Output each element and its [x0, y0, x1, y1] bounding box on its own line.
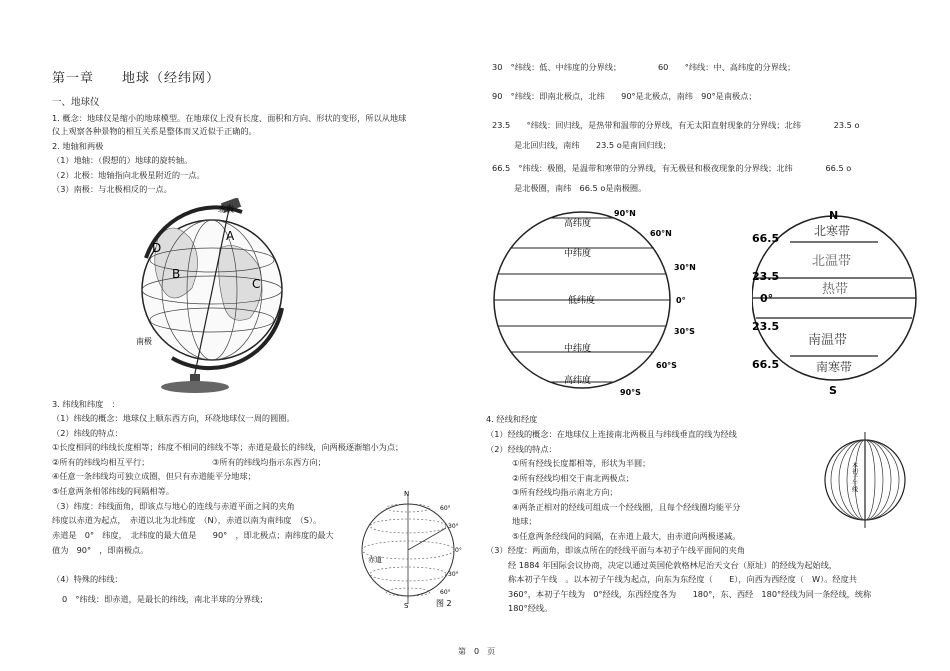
- zone-label: 高纬度: [564, 376, 592, 386]
- paragraph: 3. 纬线和纬度 ：: [52, 399, 120, 409]
- paragraph: 90 °纬线：即南北极点，北纬 90°是北极点，南纬 90°是南极点；: [492, 91, 757, 101]
- paragraph: ④两条正相对的经线可组成一个经线圈，且每个经线圈均能平分: [512, 502, 741, 512]
- zone-label: 南温带: [808, 333, 848, 348]
- lat-tick: 30°N: [674, 263, 696, 272]
- paragraph: 纬度以赤道为起点， 赤道以北为北纬度 （N），赤道以南为南纬度 （S）。: [52, 515, 322, 525]
- paragraph: 1. 概念：地球仪是缩小的地球模型。在地球仪上没有长度、面积和方向、形状的变形，所以从地球: [52, 113, 407, 123]
- paragraph: （3）南极：与北极相反的一点。: [52, 184, 172, 194]
- paragraph: ②所有的纬线均相互平行；: [52, 457, 150, 467]
- paragraph: （3）经度：两面角，即该点所在的经线平面与本初子午线平面间的夹角: [486, 545, 746, 555]
- paragraph: 是北回归线，南纬 23.5 o是南回归线；: [514, 140, 671, 150]
- paragraph: ③所有的纬线均指示东西方向；: [212, 457, 326, 467]
- fig2-60n: 60°: [440, 505, 451, 512]
- zone-tick: 23.5: [752, 320, 780, 333]
- paragraph: 0 °纬线：即赤道，是最长的纬线，南北半球的分界线；: [62, 594, 268, 604]
- zone-tick: 0°: [760, 292, 774, 305]
- lat-tick: 60°N: [650, 229, 672, 238]
- paragraph: （2）北极：地轴指向北极星附近的一点。: [52, 170, 205, 180]
- zone-label: 中纬度: [564, 344, 592, 354]
- fig2-s-label: S: [404, 602, 409, 610]
- zone-label: 中纬度: [564, 249, 592, 259]
- zone-s-label: S: [829, 384, 837, 396]
- globe-figure: [132, 198, 292, 394]
- prime-meridian-label: 本初子午线: [850, 462, 858, 492]
- paragraph: ⑤任意两条经线间的间隔，在赤道上最大，由赤道向两极递减。: [512, 531, 741, 541]
- paragraph: ③所有经线均指示南北方向；: [512, 487, 618, 497]
- latitude-zones-figure: [488, 202, 698, 402]
- zone-label: 北温带: [812, 254, 852, 269]
- zone-tick: 66.5: [752, 358, 780, 371]
- zone-tick: 23.5: [752, 270, 780, 283]
- lat-tick: 90°S: [620, 388, 641, 397]
- zone-label: 南寒带: [816, 360, 853, 374]
- paragraph: 地球；: [512, 516, 537, 526]
- lat-tick: 90°N: [614, 209, 636, 218]
- paragraph: （3）纬度：纬线面角，即该点与地心的连线与赤道平面之间的夹角: [52, 501, 295, 511]
- globe-north-label: 北极: [218, 205, 234, 214]
- paragraph: 23.5 °纬线：回归线，是热带和温带的分界线，有无太阳直射现象的分界线；北纬 23.5 o: [492, 120, 860, 130]
- paragraph: （1）纬线的概念：地球仪上顺东西方向，环绕地球仪一周的圆圈。: [52, 413, 295, 423]
- paragraph: 值为 90° ，即南极点。: [52, 545, 149, 555]
- paragraph: 仪上观察各种景物的相互关系是整体而又近似于正确的。: [52, 126, 257, 136]
- fig2-0: 0°: [455, 547, 462, 554]
- paragraph: ①所有经线长度都相等，形状为半圆；: [512, 458, 651, 468]
- zone-n-label: N: [829, 209, 839, 222]
- fig2-caption: 图 2: [436, 599, 452, 608]
- lat-tick: 60°S: [656, 361, 677, 370]
- fig2-60s: 60°: [440, 589, 451, 596]
- paragraph: （2）经线的特点：: [486, 444, 557, 454]
- paragraph: （2）纬线的特点：: [52, 428, 123, 438]
- paragraph: （1）经线的概念：在地球仪上连接南北两极且与纬线垂直的线为经线: [486, 429, 737, 439]
- section-heading: 4. 经线和经度: [486, 414, 538, 424]
- zone-tick: 66.5: [752, 232, 780, 245]
- paragraph: ②所有经线均相交于南北两极点；: [512, 473, 634, 483]
- zone-label: 低纬度: [568, 296, 596, 306]
- fig2-30s: 30°: [448, 571, 459, 578]
- zone-label: 高纬度: [564, 219, 592, 229]
- lat-tick: 30°S: [674, 327, 695, 336]
- globe-label-c: C: [252, 277, 261, 291]
- fig2-equator: 赤道: [368, 556, 382, 564]
- paragraph: ①长度相同的纬线长度相等；纬度不相同的纬线不等；赤道是最长的纬线，向两极逐渐缩小为点；: [52, 442, 404, 452]
- meridian-globe-figure: [822, 426, 908, 534]
- paragraph: 30 °纬线：低、中纬度的分界线； 60 °纬线：中、高纬度的分界线；: [492, 62, 796, 72]
- paragraph: 是北极圈，南纬 66.5 o是南极圈。: [514, 183, 647, 193]
- fig2-30n: 30°: [448, 523, 459, 530]
- globe-label-a: A: [226, 229, 235, 243]
- section-heading: 一、地球仪: [52, 97, 100, 108]
- paragraph: （4）特殊的纬线：: [52, 574, 123, 584]
- temperature-zones-figure: [752, 206, 922, 396]
- page-footer: 第 0 页: [458, 647, 496, 656]
- zone-label: 热带: [822, 282, 849, 297]
- zone-label: 北寒带: [814, 224, 851, 238]
- lat-tick: 0°: [676, 296, 686, 305]
- paragraph: 180°经线。: [508, 603, 553, 613]
- paragraph: 360°，本初子午线为 0°经线，东西经度各为 180°，东、西经 180°经线为同一条经线，统称: [508, 589, 872, 599]
- globe-label-d: D: [152, 241, 162, 255]
- paragraph: （1）地轴：（假想的）地球的旋转轴。: [52, 155, 193, 165]
- paragraph: 2. 地轴和两极: [52, 141, 104, 151]
- paragraph: 66.5 °纬线：极圈，是温带和寒带的分界线，有无极昼和极夜现象的分界线；北纬 66.5 o: [492, 163, 852, 173]
- chapter-title: 第一章 地球（经纬网）: [52, 71, 221, 86]
- paragraph: ④任意一条纬线均可独立成圈，但只有赤道能平分地球；: [52, 471, 256, 481]
- paragraph: 经 1884 年国际会议协商，决定以通过英国伦敦格林尼治天文台（原址）的经线为起始线，: [508, 560, 837, 570]
- paragraph: ⑤任意两条相邻纬线的间隔相等。: [52, 486, 174, 496]
- latitude-angle-figure: [360, 488, 468, 610]
- globe-label-b: B: [172, 267, 181, 281]
- paragraph: 赤道是 0° 纬度， 北纬度的最大值是 90° ，即北极点；南纬度的最大: [52, 530, 334, 540]
- fig2-n-label: N: [404, 490, 410, 498]
- globe-south-label: 南极: [136, 337, 152, 346]
- paragraph: 称本初子午线 。以本初子午线为起点，向东为东经度（ E），向西为西经度（ W）。经度共: [508, 574, 857, 584]
